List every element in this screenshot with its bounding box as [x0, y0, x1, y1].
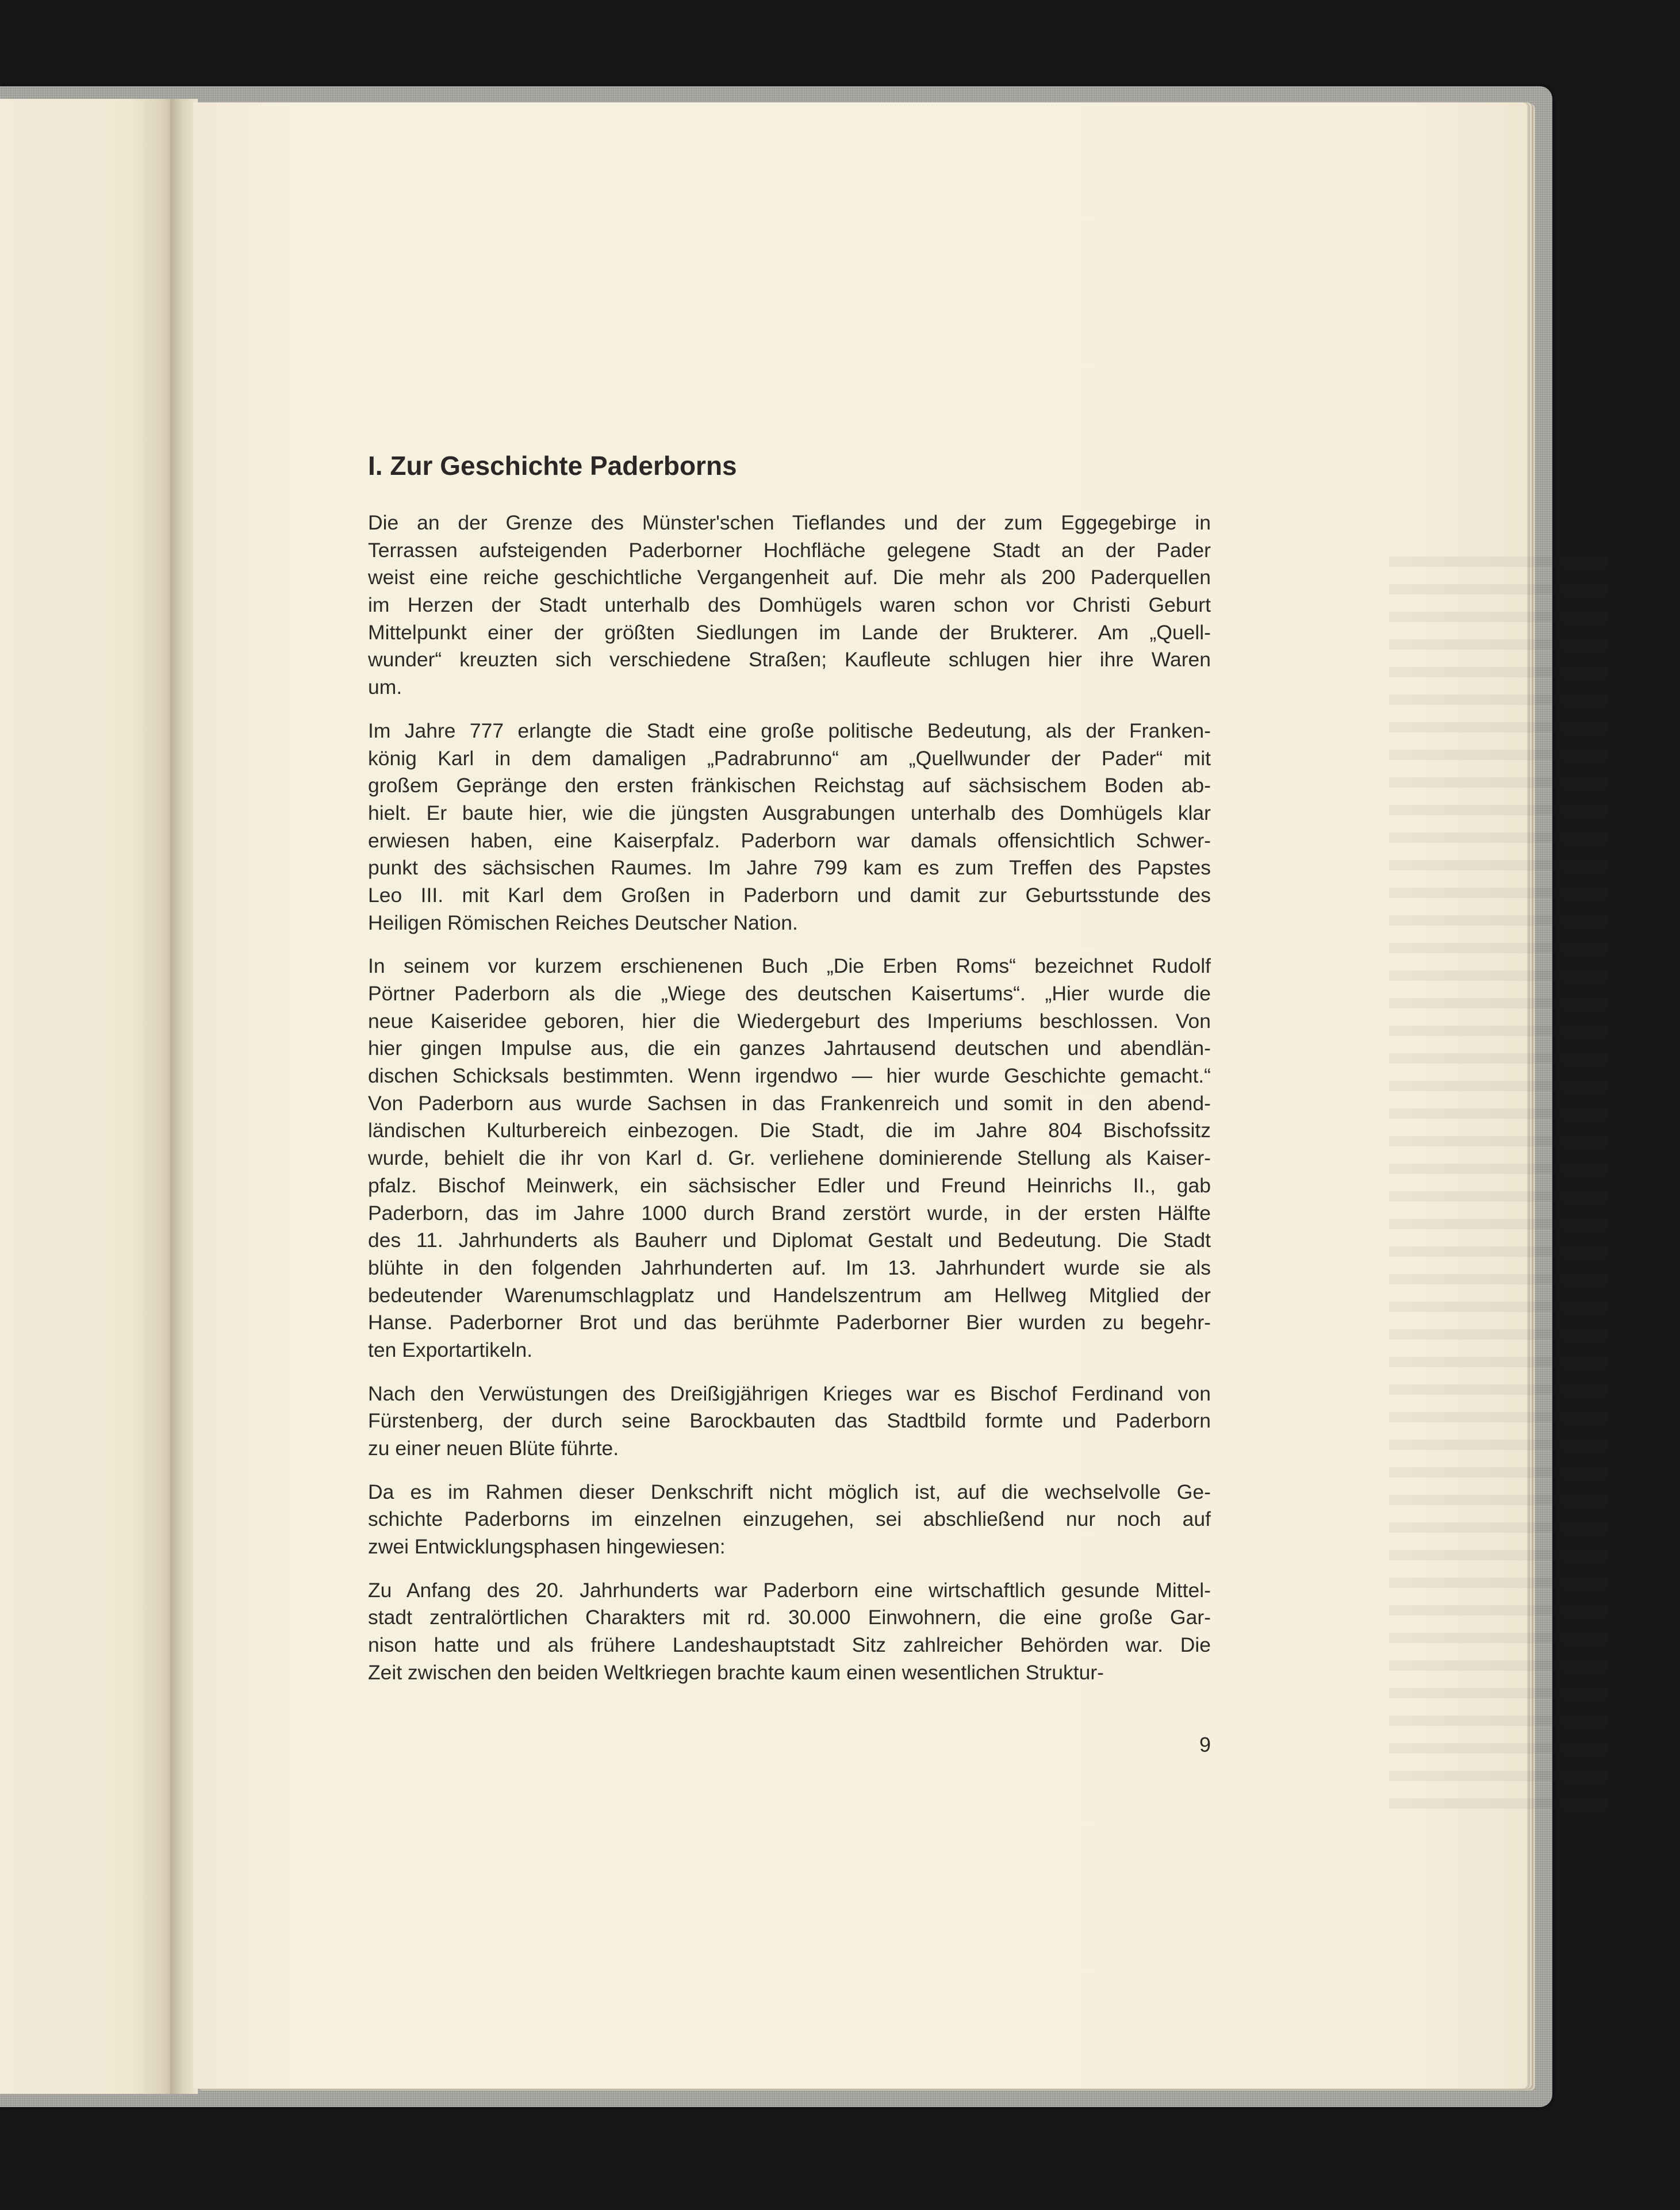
text-line: Terrassen aufsteigenden Paderborner Hochfläche gelegene Stadt an der Pader: [368, 538, 1211, 562]
text-line: großem Gepränge den ersten fränkischen Reichstag auf sächsischem Boden ab-: [368, 774, 1211, 797]
paragraph: [368, 1380, 1211, 1463]
paragraph: [368, 718, 1211, 937]
left-page-blank: [0, 99, 172, 2094]
text-line: stadt zentralörtlichen Charakters mit rd. 30.000 Einwohnern, die eine große Gar-: [368, 1606, 1211, 1629]
text-line: Fürstenberg, der durch seine Barockbauten das Stadtbild formte und Paderborn: [368, 1409, 1211, 1433]
text-line: Die an der Grenze des Münster'schen Tieflandes und der zum Eggegebirge in: [368, 511, 1211, 534]
text-line: hier gingen Impulse aus, die ein ganzes Jahrtausend deutschen und abendlän-: [368, 1037, 1211, 1060]
text-line: Von Paderborn aus wurde Sachsen in das Frankenreich und somit in den abend-: [368, 1091, 1211, 1115]
text-line: zwei Entwicklungsphasen hingewiesen:: [368, 1535, 726, 1559]
body-text: [368, 509, 1211, 1687]
text-line: weist eine reiche geschichtliche Vergangenheit auf. Die mehr als 200 Paderquellen: [368, 566, 1211, 589]
text-line: Heiligen Römischen Reiches Deutscher Nation.: [368, 911, 798, 934]
text-line: nison hatte und als frühere Landeshauptstadt Sitz zahlreicher Behörden war. Die: [368, 1633, 1211, 1657]
page-content: [368, 448, 1211, 1703]
text-line: Im Jahre 777 erlangte die Stadt eine große politische Bedeutung, als der Franken-: [368, 719, 1211, 742]
text-line: Nach den Verwüstungen des Dreißigjährigen Krieges war es Bischof Ferdinand von: [368, 1382, 1211, 1405]
paragraph: [368, 1479, 1211, 1561]
text-line: Mittelpunkt einer der größten Siedlungen im Lande der Brukterer. Am „Quell-: [368, 620, 1211, 644]
text-line: hielt. Er baute hier, wie die jüngsten Ausgrabungen unterhalb des Domhügels klar: [368, 801, 1211, 824]
text-line: des 11. Jahrhunderts als Bauherr und Diplomat Gestalt und Bedeutung. Die Stadt: [368, 1229, 1211, 1252]
text-line: In seinem vor kurzem erschienenen Buch „Die Erben Roms“ bezeichnet Rudolf: [368, 954, 1211, 978]
chapter-title: I. Zur Geschichte Paderborns: [368, 451, 737, 481]
paragraph: [368, 509, 1211, 701]
text-line: könig Karl in dem damaligen „Padrabrunno“ am „Quellwunder der Pader“ mit: [368, 746, 1211, 770]
text-line: zu einer neuen Blüte führte.: [368, 1437, 619, 1460]
text-line: neue Kaiseridee geboren, hier die Wiedergeburt des Imperiums beschlossen. Von: [368, 1009, 1211, 1033]
text-line: pfalz. Bischof Meinwerk, ein sächsischer Edler und Freund Heinrichs II., gab: [368, 1173, 1211, 1197]
text-line: erwiesen haben, eine Kaiserpfalz. Paderborn war damals offensichtlich Schwer-: [368, 828, 1211, 852]
paragraph: [368, 953, 1211, 1364]
text-line: Paderborn, das im Jahre 1000 durch Brand zerstört wurde, in der ersten Hälfte: [368, 1201, 1211, 1225]
paragraph: [368, 1577, 1211, 1687]
text-line: Pörtner Paderborn als die „Wiege des deutschen Kaisertums“. „Hier wurde die: [368, 982, 1211, 1005]
text-line: wurde, behielt die ihr von Karl d. Gr. verliehene dominierende Stellung als Kaiser-: [368, 1146, 1211, 1170]
show-through-text: [1389, 557, 1608, 1821]
text-line: schichte Paderborns im einzelnen einzugehen, sei abschließend nur noch auf: [368, 1507, 1211, 1531]
text-line: Zeit zwischen den beiden Weltkriegen brachte kaum einen wesentlichen Struktur-: [368, 1660, 1104, 1684]
text-line: wunder“ kreuzten sich verschiedene Straßen; Kaufleute schlugen hier ihre Waren: [368, 648, 1211, 672]
page-number: 9: [1199, 1733, 1211, 1756]
text-line: punkt des sächsischen Raumes. Im Jahre 799 kam es zum Treffen des Papstes: [368, 856, 1211, 880]
text-line: bedeutender Warenumschlagplatz und Handelszentrum am Hellweg Mitglied der: [368, 1283, 1211, 1307]
text-line: Da es im Rahmen dieser Denkschrift nicht möglich ist, auf die wechselvolle Ge-: [368, 1480, 1211, 1503]
text-line: Leo III. mit Karl dem Großen in Paderborn und damit zur Geburtsstunde des: [368, 883, 1211, 907]
text-line: um.: [368, 676, 402, 699]
text-line: ten Exportartikeln.: [368, 1338, 533, 1361]
text-line: Zu Anfang des 20. Jahrhunderts war Paderborn eine wirtschaftlich gesunde Mittel-: [368, 1578, 1211, 1602]
text-line: ländischen Kulturbereich einbezogen. Die Stadt, die im Jahre 804 Bischofssitz: [368, 1119, 1211, 1142]
text-line: im Herzen der Stadt unterhalb des Domhügels waren schon vor Christi Geburt: [368, 593, 1211, 617]
text-line: blühte in den folgenden Jahrhunderten auf. Im 13. Jahrhundert wurde sie als: [368, 1256, 1211, 1279]
text-line: Hanse. Paderborner Brot und das berühmte Paderborner Bier wurden zu begehr-: [368, 1311, 1211, 1334]
text-line: dischen Schicksals bestimmten. Wenn irgendwo — hier wurde Geschichte gemacht.“: [368, 1064, 1211, 1088]
